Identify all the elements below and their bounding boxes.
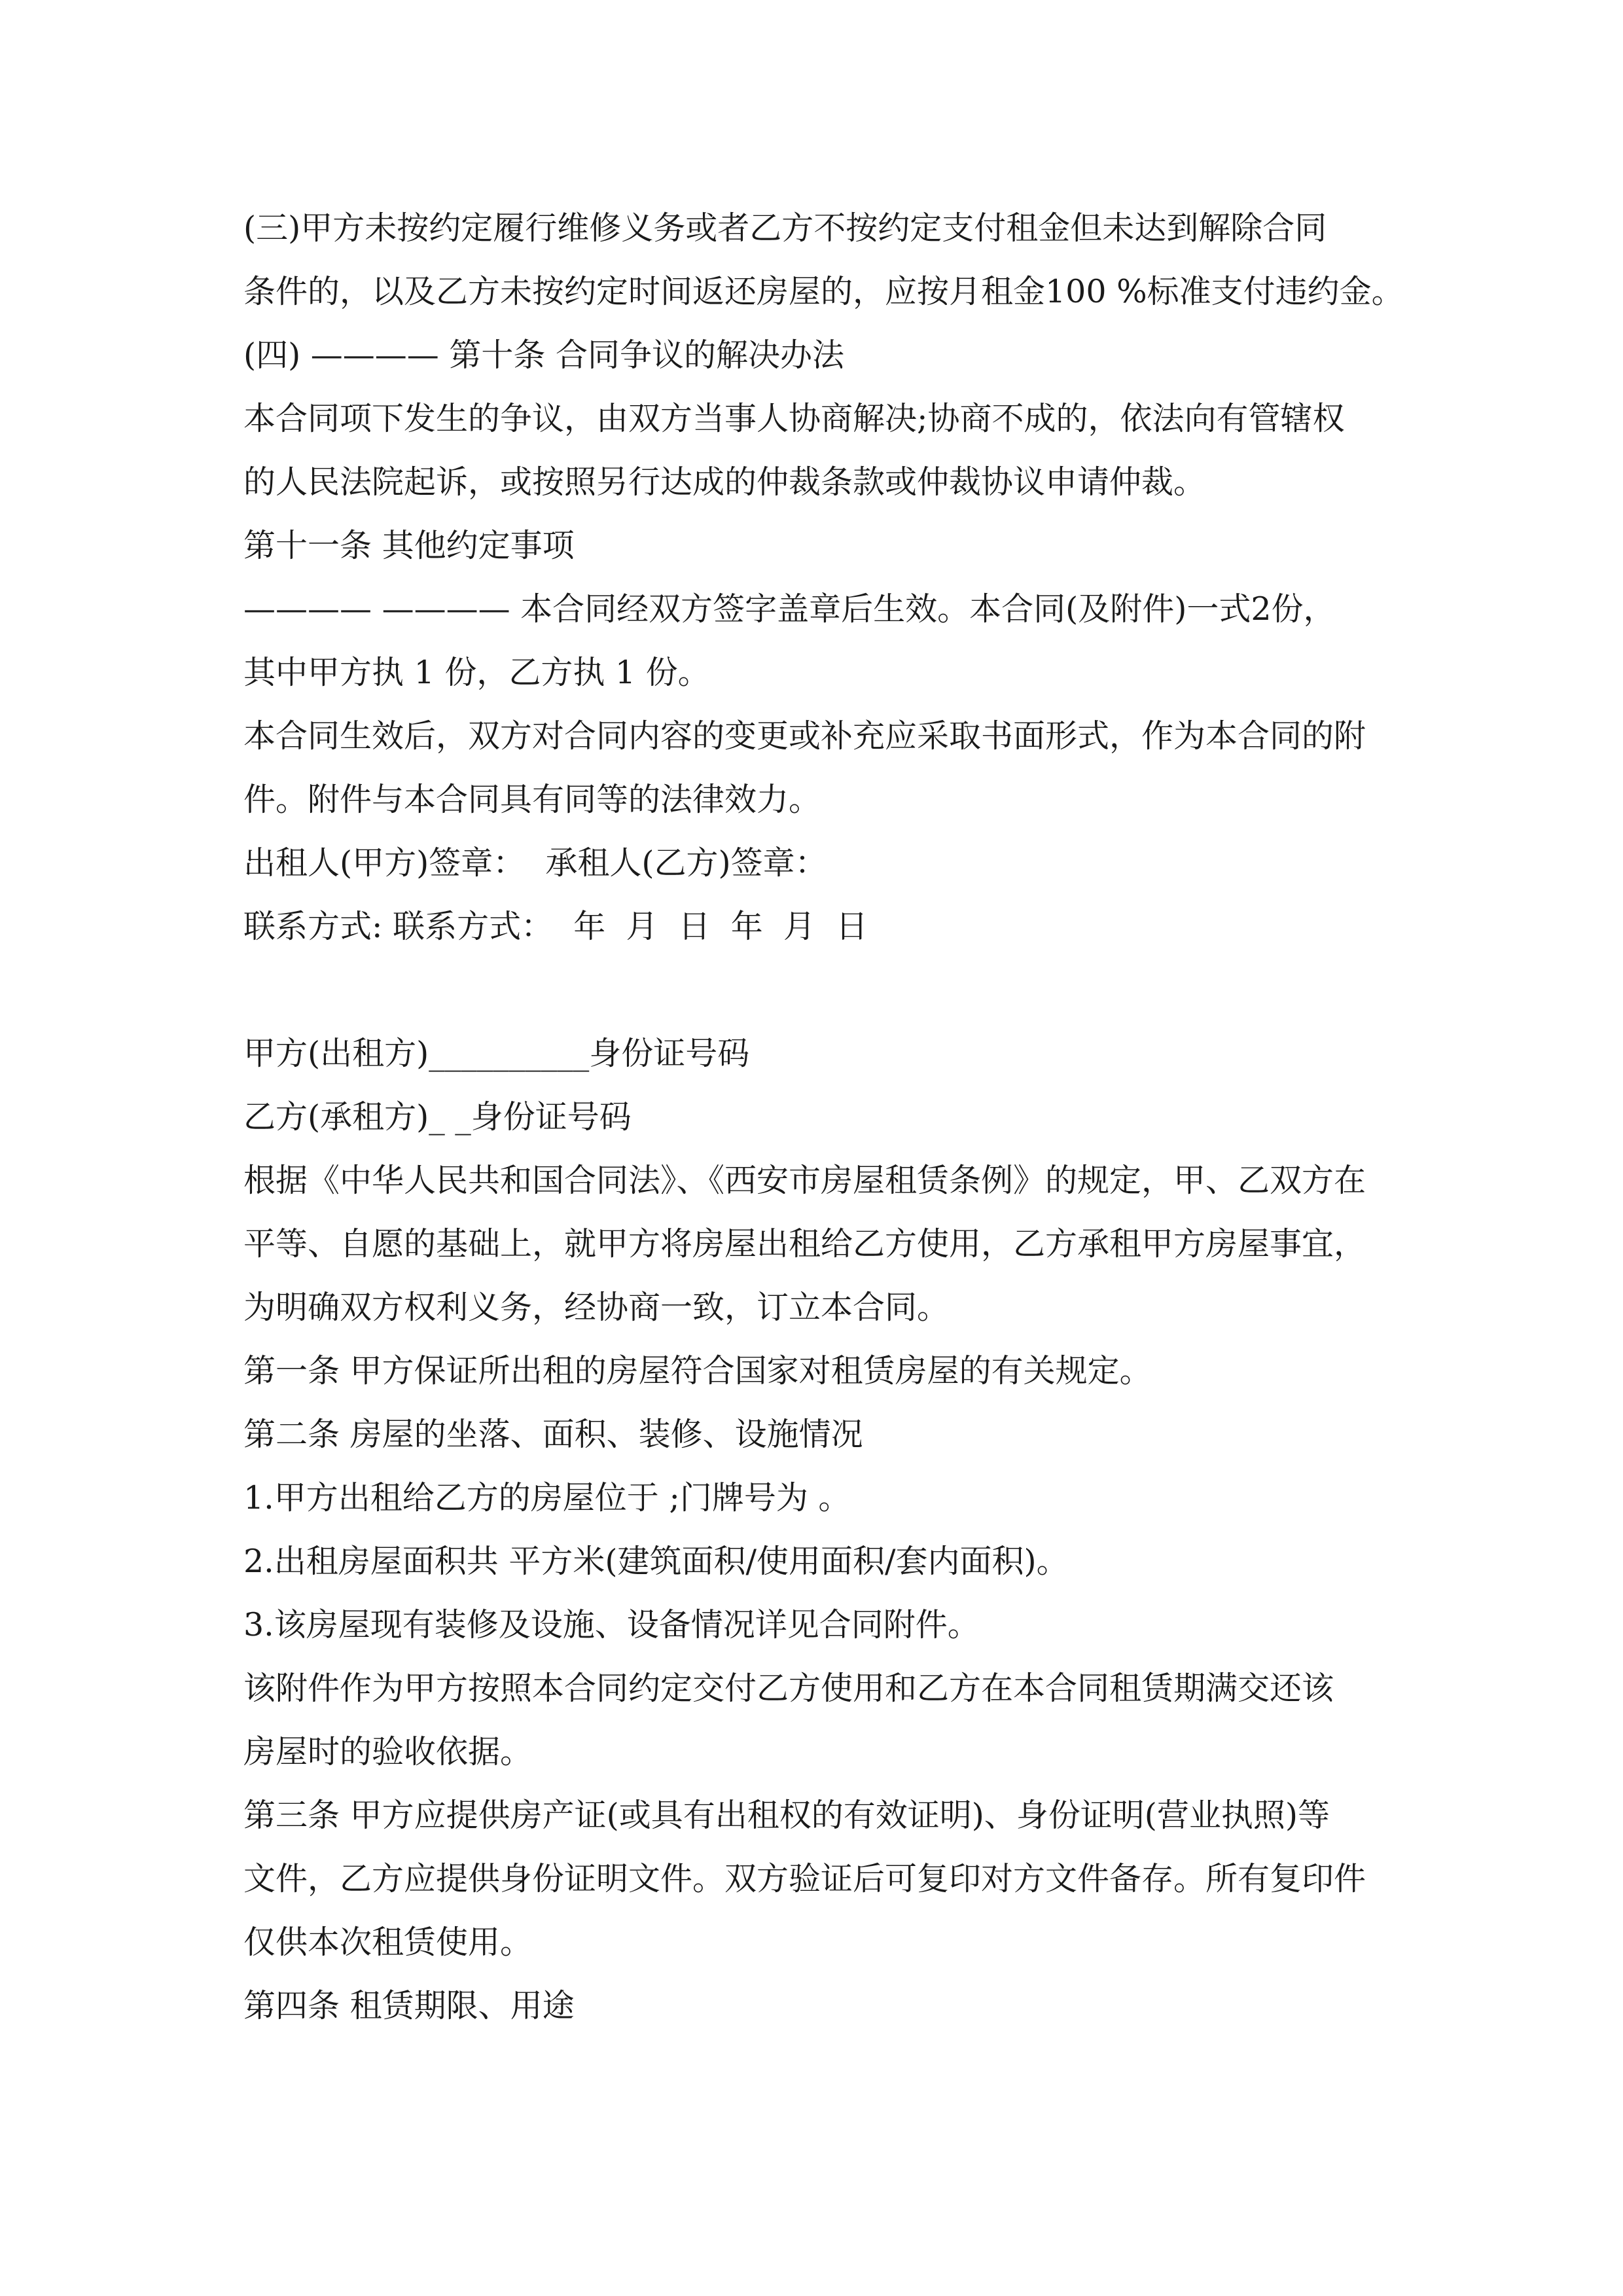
text-line: 文件，乙方应提供身份证明文件。双方验证后可复印对方文件备存。所有复印件 [243,1860,1366,1897]
text-line: (四) ———— 第十条 合同争议的解决办法 [243,336,844,374]
contact-date-line: 联系方式: 联系方式： 年 月 日 年 月 日 [243,908,868,945]
text-line: 的人民法院起诉，或按照另行达成的仲裁条款或仲裁协议申请仲裁。 [243,463,1206,501]
text-line: 2.出租房屋面积共 平方米(建筑面积/使用面积/套内面积)。 [243,1543,1069,1580]
text-line: 为明确双方权利义务，经协商一致，订立本合同。 [243,1289,950,1326]
article-line: 第二条 房屋的坐落、面积、装修、设施情况 [243,1416,863,1453]
party-a-line: 甲方(出租方)__________身份证号码 [243,1035,750,1072]
text-line: 房屋时的验收依据。 [243,1733,533,1770]
text-line: 其中甲方执 1 份，乙方执 1 份。 [243,654,710,691]
text-line: (三)甲方未按约定履行维修义务或者乙方不按约定支付租金但未达到解除合同 [243,209,1327,247]
text-line: 本合同生效后，双方对合同内容的变更或补充应采取书面形式，作为本合同的附 [243,717,1366,755]
text-line: 本合同项下发生的争议，由双方当事人协商解决;协商不成的，依法向有管辖权 [243,400,1345,437]
article-line: 第三条 甲方应提供房产证(或具有出租权的有效证明)、身份证明(营业执照)等 [243,1797,1330,1834]
blank-line [243,958,1408,1022]
party-b-line: 乙方(承租方)_ _身份证号码 [243,1098,632,1136]
article-line: 第四条 租赁期限、用途 [243,1987,575,2024]
signature-line: 出租人(甲方)签章： 承租人(乙方)签章： [243,844,827,882]
article-line: 第一条 甲方保证所出租的房屋符合国家对租赁房屋的有关规定。 [243,1352,1152,1390]
text-line: 平等、自愿的基础上，就甲方将房屋出租给乙方使用，乙方承租甲方房屋事宜， [243,1225,1366,1263]
contract-text [243,196,1408,2037]
text-line: 1.甲方出租给乙方的房屋位于 ;门牌号为 。 [243,1479,851,1516]
text-line: ———— ———— 本合同经双方签字盖章后生效。本合同(及附件)一式2份， [243,590,1336,628]
text-line: 仅供本次租赁使用。 [243,1924,533,1961]
text-line: 根据《中华人民共和国合同法》、《西安市房屋租赁条例》的规定，甲、乙双方在 [243,1162,1366,1199]
text-line: 件。附件与本合同具有同等的法律效力。 [243,781,821,818]
section-heading: 第十一条 其他约定事项 [243,527,575,564]
text-line: 3.该房屋现有装修及设施、设备情况详见合同附件。 [243,1606,980,1643]
text-line: 该附件作为甲方按照本合同约定交付乙方使用和乙方在本合同租赁期满交还该 [243,1670,1334,1707]
text-line: 条件的，以及乙方未按约定时间返还房屋的，应按月租金100 %标准支付违约金。 [243,273,1404,310]
